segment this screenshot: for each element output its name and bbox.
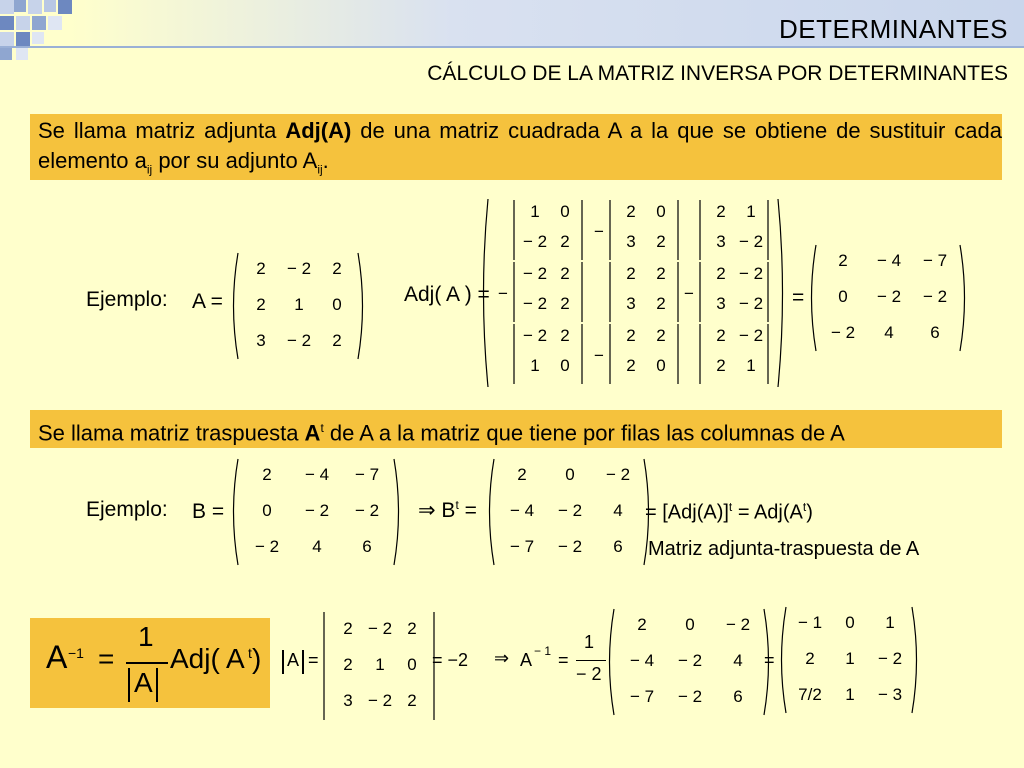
cofactor-cell: 2 xyxy=(626,356,636,375)
page-subtitle: CÁLCULO DE LA MATRIZ INVERSA POR DETERMINANTES xyxy=(427,62,1008,85)
cofactor-sign: − xyxy=(594,222,604,241)
cofactor-sign: − xyxy=(498,284,508,303)
formula-lhs-sup: −1 xyxy=(68,645,84,661)
matrix-cell: − 2 xyxy=(286,331,312,350)
caption-adjunta-traspuesta: Matriz adjunta-traspuesta de A xyxy=(648,538,920,560)
inverse-formula-box xyxy=(30,618,270,708)
matrix-cell: 0 xyxy=(262,501,272,520)
matrix-cell: 2 xyxy=(256,295,266,314)
matrix-cell: 2 xyxy=(517,465,527,484)
matrix-cell: − 7 xyxy=(922,251,948,270)
matrix-cell: 4 xyxy=(733,651,743,670)
matrix-cell: 6 xyxy=(362,537,372,556)
matrix-cell: − 2 xyxy=(304,501,330,520)
matrix-cell: 2 xyxy=(332,259,342,278)
right-paren xyxy=(392,458,406,566)
det-result: = −2 xyxy=(432,650,469,670)
header-divider xyxy=(0,46,1024,48)
matrix-cell: − 2 xyxy=(254,537,280,556)
inv-frac-den: − 2 xyxy=(576,664,602,684)
cofactor-cell: 3 xyxy=(716,232,726,251)
def-sub: ij xyxy=(146,162,153,177)
matrix-cell: − 7 xyxy=(354,465,380,484)
matrix-cell: − 4 xyxy=(629,651,655,670)
cofactor-cell: 0 xyxy=(560,202,570,221)
cofactor-cell: 2 xyxy=(656,294,666,313)
inv-frac-num: 1 xyxy=(584,632,595,652)
fraction-bar xyxy=(126,662,168,664)
def-text: . xyxy=(322,148,329,173)
matrix-cell: − 2 xyxy=(367,691,393,710)
page-title: DETERMINANTES xyxy=(779,14,1008,44)
matrix-cell: − 2 xyxy=(876,287,902,306)
matrix-cell: 6 xyxy=(930,323,940,342)
cofactor-cell: 2 xyxy=(560,264,570,283)
identity-part: = Adj(A xyxy=(732,501,803,524)
def2-text: de A a la matriz que tiene por filas las columnas de A xyxy=(323,420,845,446)
left-bar xyxy=(318,612,332,720)
matrix-cell: − 2 xyxy=(922,287,948,306)
cofactor-sign: − xyxy=(684,284,694,303)
matrix-cell: 6 xyxy=(733,687,743,706)
right-paren xyxy=(356,252,370,360)
cofactor-cell: 1 xyxy=(530,202,540,221)
formula-lhs: A xyxy=(46,639,68,675)
matrix-cell: − 1 xyxy=(797,613,823,632)
matrix-cell: − 2 xyxy=(677,687,703,706)
cofactor-cell: − 2 xyxy=(738,264,764,283)
matrix-cell: 4 xyxy=(312,537,322,556)
right-paren xyxy=(776,198,790,388)
matrix-cell: − 2 xyxy=(677,651,703,670)
formula-close: ) xyxy=(252,643,262,674)
left-paren xyxy=(478,198,492,388)
matrix-cell: 2 xyxy=(332,331,342,350)
a-label: A = xyxy=(192,290,223,313)
cofactor-cell: 2 xyxy=(626,264,636,283)
cofactor-cell: 2 xyxy=(716,202,726,221)
formula-adj: Adj( A xyxy=(170,643,245,674)
cofactor-cell: − 2 xyxy=(522,294,548,313)
inv-lhs: A xyxy=(520,650,533,670)
example2-label: Ejemplo: xyxy=(86,498,168,521)
left-paren xyxy=(228,458,242,566)
matrix-cell: − 2 xyxy=(286,259,312,278)
matrix-cell: 2 xyxy=(256,259,266,278)
matrix-cell: 2 xyxy=(262,465,272,484)
cofactor-cell: 0 xyxy=(560,356,570,375)
inv-lhs-sup: − 1 xyxy=(534,644,552,658)
cofactor-cell: 2 xyxy=(716,356,726,375)
identity-sup: t xyxy=(728,500,733,514)
left-paren xyxy=(484,458,498,566)
left-paren xyxy=(604,608,618,716)
matrix-cell: 0 xyxy=(565,465,575,484)
matrix-cell: 0 xyxy=(838,287,848,306)
cofactor-cell: 2 xyxy=(716,264,726,283)
cofactor-cell: 1 xyxy=(530,356,540,375)
identity-part: ) xyxy=(806,501,813,524)
cofactor-cell: 2 xyxy=(560,326,570,345)
matrix-cell: − 2 xyxy=(605,465,631,484)
matrix-cell: − 2 xyxy=(367,619,393,638)
right-paren xyxy=(642,458,656,566)
det-bar-left xyxy=(282,650,284,674)
matrix-cell: 0 xyxy=(685,615,695,634)
matrix-cell: 3 xyxy=(343,691,353,710)
matrix-cell: 3 xyxy=(256,331,266,350)
identity-sup: t xyxy=(802,500,807,514)
matrix-cell: 1 xyxy=(375,655,385,674)
cofactor-cell: 3 xyxy=(626,232,636,251)
cofactor-cell: 2 xyxy=(656,326,666,345)
cofactor-cell: − 2 xyxy=(738,294,764,313)
matrix-cell: − 2 xyxy=(830,323,856,342)
right-bar xyxy=(428,612,442,720)
matrix-cell: 6 xyxy=(613,537,623,556)
identity-part: = [Adj(A)] xyxy=(645,501,729,524)
matrix-cell: 0 xyxy=(332,295,342,314)
equals-sign: = xyxy=(792,286,805,309)
matrix-cell: 7/2 xyxy=(798,685,822,704)
right-paren xyxy=(958,244,972,352)
def-text: Se llama matriz adjunta xyxy=(38,118,286,143)
matrix-cell: − 3 xyxy=(877,685,903,704)
matrix-cell: 4 xyxy=(613,501,623,520)
formula-num: 1 xyxy=(138,621,154,652)
inv-eq2: = xyxy=(764,650,775,670)
matrix-cell: 4 xyxy=(884,323,894,342)
cofactor-cell: − 2 xyxy=(522,232,548,251)
adj-label: Adj( A ) = xyxy=(404,283,490,306)
cofactor-cell: − 2 xyxy=(738,232,764,251)
cofactor-cell: 2 xyxy=(560,232,570,251)
matrix-cell: − 2 xyxy=(877,649,903,668)
matrix-cell: 1 xyxy=(885,613,895,632)
def-bold: Adj(A) xyxy=(285,118,352,143)
matrix-cell: 0 xyxy=(407,655,417,674)
implies-arrow: ⇒ xyxy=(494,648,510,668)
matrix-cell: 2 xyxy=(343,655,353,674)
def-text: de una matriz cuadrada A a la que se obtiene de sustituir cada elemento a xyxy=(38,118,1002,173)
det-eq: = xyxy=(308,650,319,670)
matrix-cell: 2 xyxy=(637,615,647,634)
matrix-cell: 1 xyxy=(845,649,855,668)
matrix-cell: 2 xyxy=(407,691,417,710)
formula-adj-sup: t xyxy=(248,645,252,661)
matrix-cell: 1 xyxy=(294,295,304,314)
matrix-cell: 2 xyxy=(805,649,815,668)
cofactor-cell: 0 xyxy=(656,202,666,221)
matrix-cell: 2 xyxy=(343,619,353,638)
cofactor-cell: 1 xyxy=(746,202,756,221)
abs-bar-right xyxy=(156,668,158,702)
right-paren xyxy=(910,606,924,714)
left-paren xyxy=(776,606,790,714)
cofactor-cell: 2 xyxy=(656,264,666,283)
det-bar-right xyxy=(302,650,304,674)
def2-sup: t xyxy=(320,421,324,435)
formula-eq: = xyxy=(98,643,115,674)
left-paren xyxy=(228,252,242,360)
cofactor-cell: 0 xyxy=(656,356,666,375)
matrix-cell: − 7 xyxy=(509,537,535,556)
def2-bold: A xyxy=(304,420,321,446)
matrix-cell: − 4 xyxy=(509,501,535,520)
cofactor-cell: 2 xyxy=(656,232,666,251)
cofactor-cell: 2 xyxy=(560,294,570,313)
bt-eq: = xyxy=(464,499,477,522)
def2-text: Se llama matriz traspuesta xyxy=(38,420,305,446)
matrix-cell: − 7 xyxy=(629,687,655,706)
cofactor-cell: − 2 xyxy=(522,326,548,345)
matrix-cell: − 2 xyxy=(354,501,380,520)
bt-label xyxy=(418,498,477,523)
matrix-cell: − 4 xyxy=(304,465,330,484)
definition-traspuesta-box xyxy=(30,410,1002,448)
cofactor-cell: − 2 xyxy=(522,264,548,283)
cofactor-cell: 2 xyxy=(626,202,636,221)
matrix-cell: − 4 xyxy=(876,251,902,270)
matrix-cell: 2 xyxy=(838,251,848,270)
formula-den: A xyxy=(134,667,153,698)
inv-eq: = xyxy=(558,650,569,670)
example-label: Ejemplo: xyxy=(86,288,168,311)
cofactor-cell: 3 xyxy=(626,294,636,313)
identity-text xyxy=(645,500,813,525)
cofactor-sign: − xyxy=(594,346,604,365)
right-paren xyxy=(762,608,776,716)
bt-sup: t xyxy=(455,498,459,512)
left-paren xyxy=(806,244,820,352)
definition-adjunta-box xyxy=(30,114,1002,180)
cofactor-cell: 3 xyxy=(716,294,726,313)
matrix-cell: − 2 xyxy=(725,615,751,634)
det-label: A xyxy=(287,650,300,670)
cofactor-cell: 2 xyxy=(626,326,636,345)
b-label: B = xyxy=(192,500,225,523)
cofactor-cell: 1 xyxy=(746,356,756,375)
matrix-cell: − 2 xyxy=(557,537,583,556)
matrix-cell: − 2 xyxy=(557,501,583,520)
cofactor-cell: 2 xyxy=(716,326,726,345)
abs-bar-left xyxy=(128,668,130,702)
matrix-cell: 0 xyxy=(845,613,855,632)
def-text: por su adjunto A xyxy=(152,148,318,173)
bt-text: ⇒ B xyxy=(418,499,456,522)
matrix-cell: 2 xyxy=(407,619,417,638)
cofactor-cell: − 2 xyxy=(738,326,764,345)
inv-fraction-bar xyxy=(576,660,606,661)
matrix-cell: 1 xyxy=(845,685,855,704)
def-sub: ij xyxy=(317,162,323,177)
